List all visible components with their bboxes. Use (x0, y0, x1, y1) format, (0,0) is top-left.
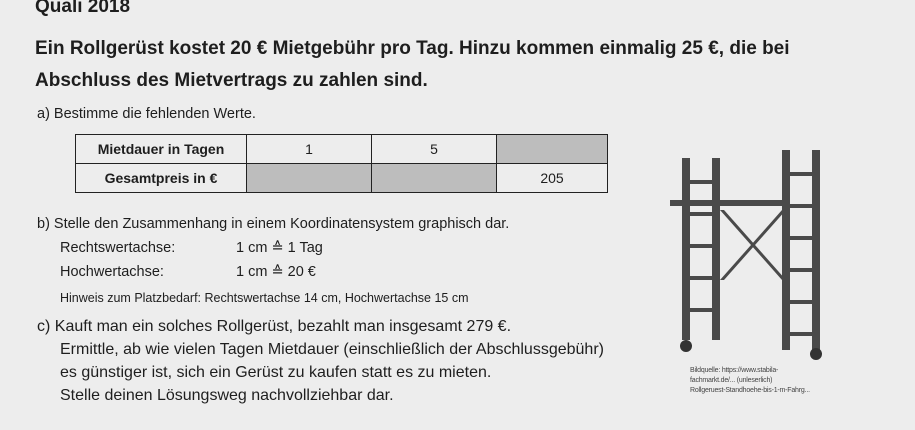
x-axis-label: Rechtswertachse: (60, 240, 176, 256)
intro-line-1: Ein Rollgerüst kostet 20 € Mietgebühr pro Tag. Hinzu kommen einmalig 25 €, die bei (35, 38, 790, 59)
x-axis-scale: 1 cm ≙ 1 Tag (236, 240, 323, 256)
page-header: Quali 2018 (35, 0, 131, 17)
table-cell-blank (247, 164, 372, 193)
table-cell: 5 (372, 135, 497, 164)
intro-line-2: Abschluss des Mietvertrags zu zahlen sind. (35, 70, 428, 91)
y-axis-label: Hochwertachse: (60, 264, 164, 280)
table-cell-blank (372, 164, 497, 193)
table-row-days (76, 135, 608, 164)
task-c-line-1: c) Kauft man ein solches Rollgerüst, bezahlt man insgesamt 279 €. (37, 318, 512, 335)
table-cell: 1 (247, 135, 372, 164)
value-table (75, 134, 608, 193)
table-cell-blank (497, 135, 608, 164)
task-a-text: a) Bestimme die fehlenden Werte. (37, 106, 256, 122)
space-hint: Hinweis zum Platzbedarf: Rechtswertachse 14 cm, Hochwertachse 15 cm (60, 291, 469, 305)
image-source-line: Bildquelle: https://www.stabila- (690, 367, 779, 374)
table-row-label: Mietdauer in Tagen (76, 135, 247, 164)
table-row-price (76, 164, 608, 193)
task-c-line-2: Ermittle, ab wie vielen Tagen Mietdauer (einschließlich der Abschlussgebühr) (60, 341, 604, 358)
image-source-line: fachmarkt.de/... (unleserlich) (690, 377, 773, 384)
scaffold-illustration (670, 150, 850, 362)
y-axis-scale: 1 cm ≙ 20 € (236, 264, 316, 280)
task-c-line-4: Stelle deinen Lösungsweg nachvollziehbar dar. (60, 387, 394, 404)
table-cell: 205 (497, 164, 608, 193)
task-b-text: b) Stelle den Zusammenhang in einem Koordinatensystem graphisch dar. (37, 216, 510, 232)
table-row-label: Gesamtpreis in € (76, 164, 247, 193)
image-source-line: Rollgeruest-Standhoehe-bis-1-m-Fahrg... (690, 387, 810, 394)
task-c-line-3: es günstiger ist, sich ein Gerüst zu kaufen statt es zu mieten. (60, 364, 492, 381)
